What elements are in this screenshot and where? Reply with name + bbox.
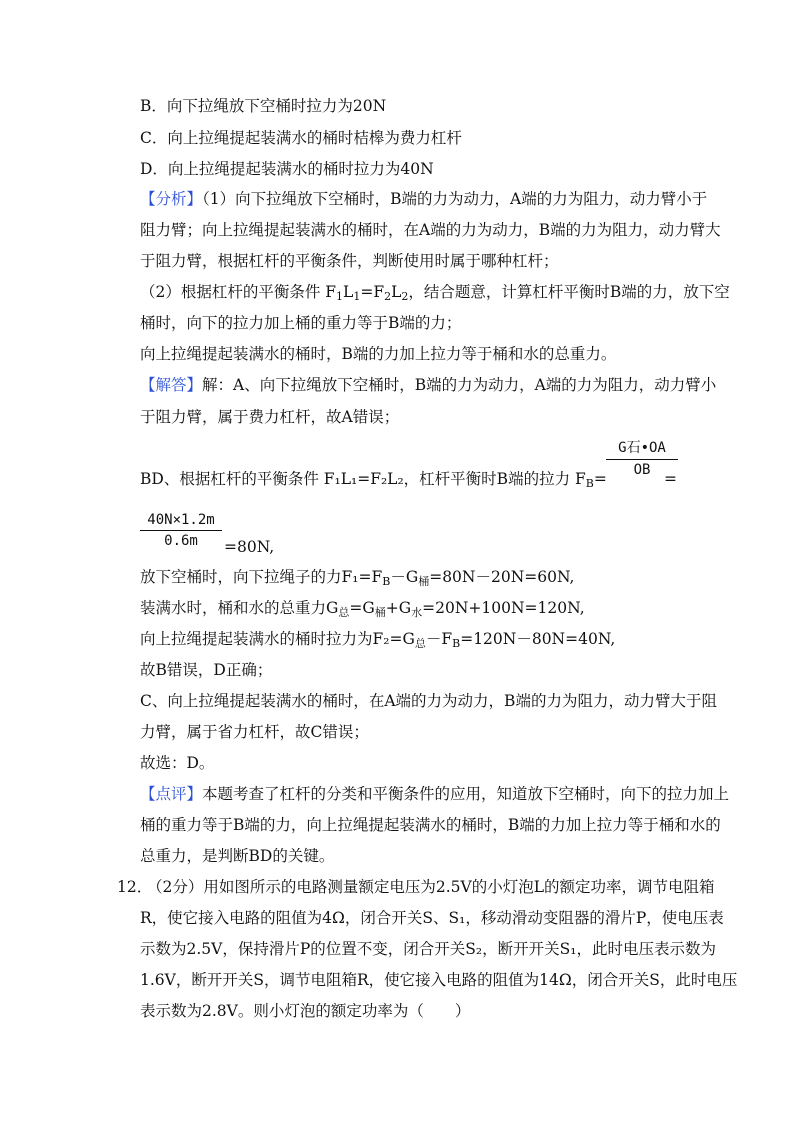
equals-sign: = <box>664 470 677 488</box>
analysis-text: L <box>391 283 402 301</box>
fraction-2-numerator: 40N×1.2m <box>147 512 215 528</box>
question-line-5: 表示数为2.8V。则小灯泡的额定功率为（ ） <box>140 1002 471 1020</box>
question-line-1: （2分）用如图所示的电路测量额定电压为2.5V的小灯泡L的额定功率，调节电阻箱 <box>147 878 715 896</box>
solution-line-4 <box>140 597 585 624</box>
subscript: 桶 <box>418 575 430 588</box>
option-c: C．向上拉绳提起装满水的桶时桔槔为费力杠杆 <box>140 129 462 147</box>
analysis-line-4 <box>140 281 730 308</box>
solution-tag: 【解答】 <box>140 376 203 394</box>
comment-text: 本题考查了杠杆的分类和平衡条件的应用，知道放下空桶时，向下的拉力加上 <box>202 785 730 803</box>
subscript: 水 <box>411 606 423 619</box>
solution-line-9: 故选：D。 <box>140 754 215 772</box>
solution-line-1 <box>140 374 716 396</box>
fraction-bar <box>140 530 222 531</box>
subscript: 1 <box>336 290 344 303</box>
solution-text: +G <box>385 599 412 617</box>
solution-text: 解：A、向下拉绳放下空桶时，B端的力为动力，A端的力为阻力，动力臂小 <box>202 376 717 394</box>
solution-line-3 <box>140 566 574 593</box>
comment-line-1 <box>140 783 729 805</box>
analysis-text: ，结合题意，计算杠杆平衡时B端的力，放下空 <box>408 283 730 301</box>
solution-text: =G <box>349 599 375 617</box>
analysis-tag: 【分析】 <box>140 190 203 208</box>
subscript: 2 <box>384 290 392 303</box>
result-text: =80N, <box>224 538 275 556</box>
solution-text: =120N－80N=40N, <box>460 630 616 648</box>
subscript: B <box>382 575 391 588</box>
equals-sign: = <box>593 470 607 488</box>
analysis-line-1 <box>140 188 707 210</box>
analysis-text: （1）向下拉绳放下空桶时，B端的力为动力，A端的力为阻力，动力臂小于 <box>202 190 708 208</box>
solution-bd-line <box>140 468 607 495</box>
fraction-1-numerator: G石•OA <box>618 440 666 456</box>
comment-tag: 【点评】 <box>140 785 203 803</box>
fraction-2 <box>140 512 222 549</box>
solution-line-8: 力臂，属于省力杠杆，故C错误； <box>140 723 369 741</box>
question-line-4: 1.6V，断开开关S，调节电阻箱R，使它接入电路的阻值为14Ω，闭合开关S，此时电压 <box>140 971 738 989</box>
subscript: 总 <box>338 606 350 619</box>
solution-text: =80N－20N=60N, <box>429 568 575 586</box>
subscript: B <box>585 477 594 490</box>
solution-text: 装满水时，桶和水的总重力G <box>140 599 339 617</box>
solution-line-7: C、向上拉绳提起装满水的桶时，在A端的力为动力，B端的力为阻力，动力臂大于阻 <box>140 692 717 710</box>
fraction-bar <box>606 459 678 460</box>
question-line-2: R，使它接入电路的阻值为4Ω，闭合开关S、S₁，移动滑动变阻器的滑片P，使电压表 <box>140 909 724 927</box>
subscript: 总 <box>414 637 426 650</box>
solution-text: －G <box>390 568 419 586</box>
solution-line-5 <box>140 628 615 655</box>
solution-text: 向上拉绳提起装满水的桶时拉力为F₂=G <box>140 630 415 648</box>
option-b: B．向下拉绳放下空桶时拉力为20N <box>140 97 387 115</box>
analysis-text: =F <box>360 283 385 301</box>
solution-line-2: 于阻力臂，属于费力杠杆，故A错误； <box>140 408 400 426</box>
comment-line-2: 桶的重力等于B端的力，向上拉绳提起装满水的桶时，B端的力加上拉力等于桶和水的 <box>140 816 721 834</box>
question-number: 12． <box>117 878 153 896</box>
solution-text: 放下空桶时，向下拉绳子的力F₁=F <box>140 568 383 586</box>
fraction-2-denominator: 0.6m <box>164 533 198 549</box>
solution-text: =20N+100N=120N, <box>422 599 585 617</box>
analysis-line-6: 向上拉绳提起装满水的桶时，B端的力加上拉力等于桶和水的总重力。 <box>140 345 617 363</box>
analysis-line-2: 阻力臂；向上拉绳提起装满水的桶时，在A端的力为动力，B端的力为阻力，动力臂大 <box>140 221 721 239</box>
subscript: 2 <box>401 290 409 303</box>
option-d: D．向上拉绳提起装满水的桶时拉力为40N <box>140 160 434 178</box>
subscript: 1 <box>353 290 361 303</box>
analysis-line-5: 桶时，向下的拉力加上桶的重力等于B端的力； <box>140 314 462 332</box>
question-line-3: 示数为2.5V，保持滑片P的位置不变，闭合开关S₂，断开开关S₁，此时电压表示数为 <box>140 940 716 958</box>
subscript: B <box>452 637 461 650</box>
fraction-1-denominator: OB <box>633 462 651 478</box>
comment-line-3: 总重力，是判断BD的关键。 <box>140 847 335 865</box>
analysis-text: （2）根据杠杆的平衡条件 F <box>140 283 337 301</box>
solution-line-6: 故B错误，D正确； <box>140 661 273 679</box>
subscript: 桶 <box>374 606 386 619</box>
solution-text: －F <box>425 630 453 648</box>
solution-text: BD、根据杠杆的平衡条件 F₁L₁=F₂L₂，杠杆平衡时B端的拉力 F <box>140 470 586 488</box>
analysis-line-3: 于阻力臂，根据杠杆的平衡条件，判断使用时属于哪种杠杆； <box>140 252 559 270</box>
analysis-text: L <box>343 283 354 301</box>
